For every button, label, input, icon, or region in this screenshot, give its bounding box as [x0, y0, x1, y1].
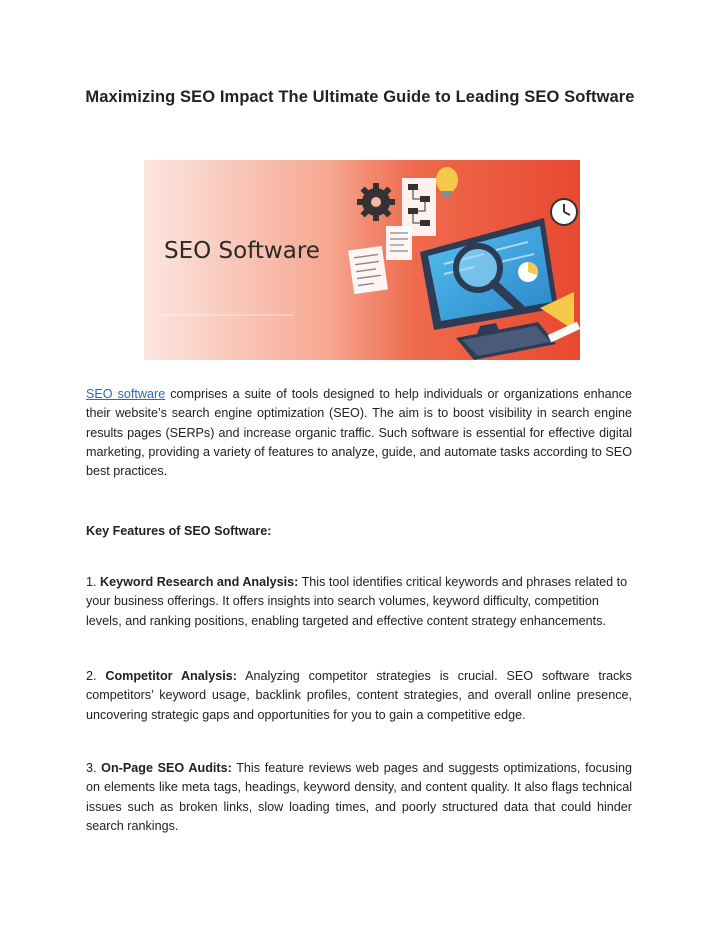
- feature-text: This feature reviews web pages and suggests optimizations, focusing on elements like meta tags, headings, keyword density, and content quality. It also flags technical issues such as broken links, slow loading times, and poorly structured data that could hinder search rankings.: [86, 761, 632, 833]
- feature-text: Analyzing competitor strategies is crucial. SEO software tracks competitors’ keyword usage, backlink profiles, content strategies, and overall online presence, uncovering strategic gaps and opportunities for you to gain a competitive edge.: [86, 669, 632, 722]
- clock-icon: [551, 199, 577, 225]
- feature-number: 3.: [86, 761, 102, 775]
- feature-number: 2.: [86, 669, 106, 683]
- pie-chart-icon: [518, 262, 538, 282]
- seo-software-link[interactable]: SEO software: [86, 387, 166, 401]
- feature-item-keyword-research: [86, 573, 632, 631]
- gear-icon: [357, 183, 395, 221]
- hero-caption: SEO Software: [164, 238, 320, 264]
- feature-item-competitor-analysis: [86, 667, 632, 725]
- feature-number: 1.: [86, 575, 101, 589]
- features-heading: Key Features of SEO Software:: [86, 524, 272, 538]
- feature-text: This tool identifies critical keywords and phrases related to your business offerings. It offers insights into search volumes, keyword difficulty, competition levels, and ranking positions, enabling targeted and effective content strategy enhancements.: [86, 575, 628, 628]
- document-title: Maximizing SEO Impact The Ultimate Guide to Leading SEO Software: [85, 88, 635, 106]
- feature-name: On-Page SEO Audits:: [101, 761, 232, 775]
- feature-item-on-page-audits: [86, 759, 632, 836]
- intro-paragraph: [86, 385, 632, 481]
- feature-name: Competitor Analysis:: [105, 669, 237, 683]
- hero-image: [144, 160, 580, 360]
- feature-name: Keyword Research and Analysis:: [100, 575, 299, 589]
- intro-text: comprises a suite of tools designed to help individuals or organizations enhance their website’s search engine optimization (SEO). The aim is to boost visibility in search engine results pages (SERPs) and increase organic traffic. Such software is essential for effective digital marketing, providing a variety of features to analyze, guide, and automate tasks according to SEO best practices.: [86, 387, 632, 479]
